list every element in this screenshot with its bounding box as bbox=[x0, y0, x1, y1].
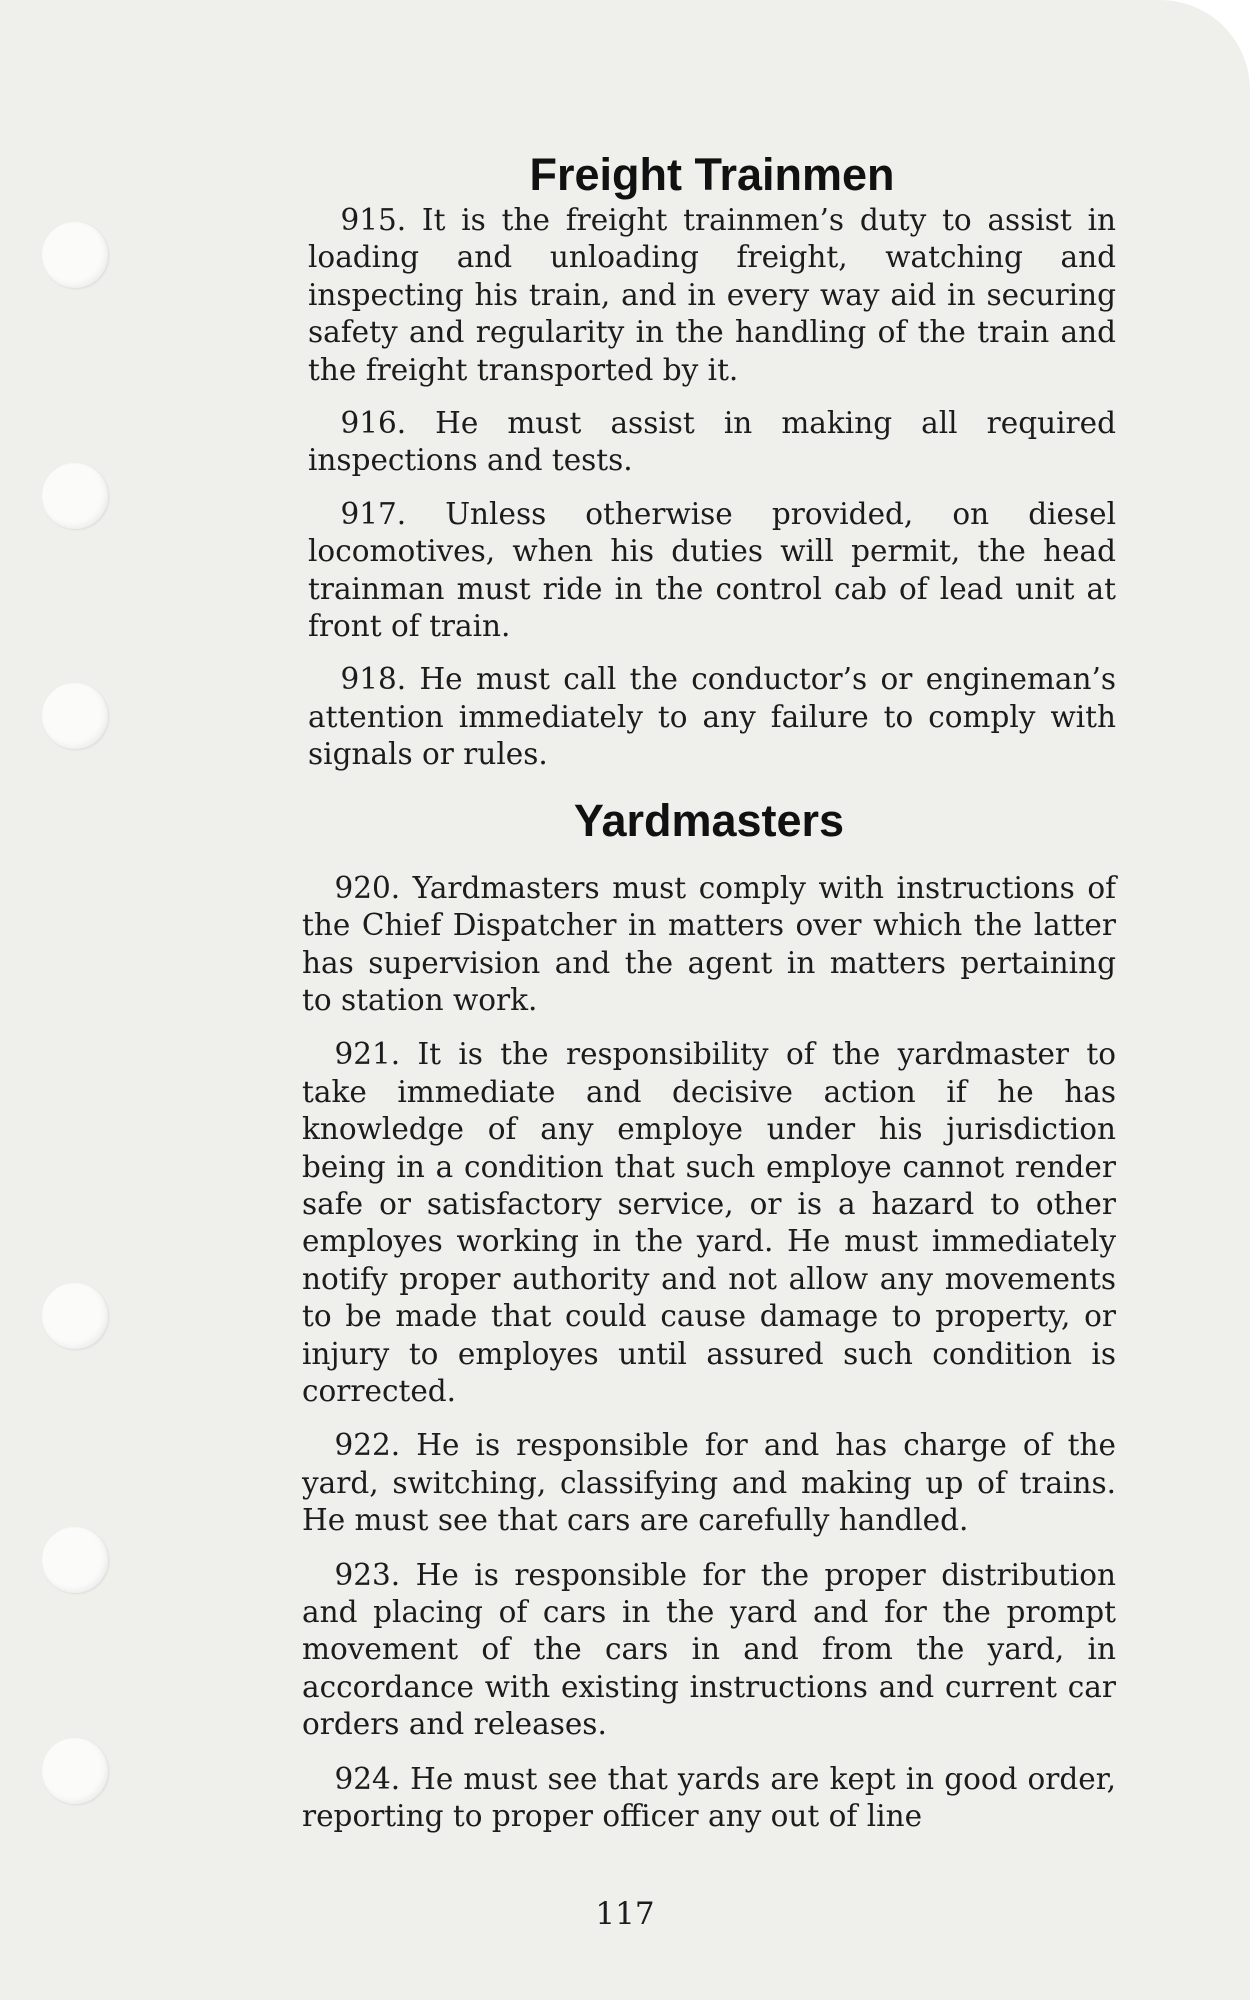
section-heading-freight-trainmen: Freight Trainmen bbox=[529, 149, 895, 200]
rule-921: 921. It is the responsibility of the yardmaster to take immediate and decisive action if he has knowledge of any employe under his jurisdiction being in a condition that such employe cannot render safe or satisfactory service, or is a hazard to other employes working in the yard. He must immediately notify proper authority and not allow any movements to be made that could cause damage to property, or injury to employes until assured such condition is corrected. bbox=[302, 1037, 1116, 1408]
binder-hole bbox=[42, 1527, 108, 1593]
section-heading-yardmasters: Yardmasters bbox=[573, 794, 845, 846]
rule-918: 918. He must call the conductor’s or engineman’s attention immediately to any failure to comply with signals or rules. bbox=[308, 662, 1116, 772]
freight-trainmen-section bbox=[308, 148, 1116, 774]
rule-920: 920. Yardmasters must comply with instructions of the Chief Dispatcher in matters over which the latter has supervision and the agent in matters pertaining to station work. bbox=[302, 870, 1116, 1017]
page-number: 117 bbox=[595, 1896, 655, 1932]
rule-917: 917. Unless otherwise provided, on diesel locomotives, when his duties will permit, the head trainman must ride in the control cab of lead unit at front of train. bbox=[308, 496, 1116, 644]
binder-hole bbox=[42, 463, 108, 529]
binder-hole bbox=[42, 1738, 108, 1804]
rule-923: 923. He is responsible for the proper distribution and placing of cars in the yard and for the prompt movement of the cars in and from the yard, in accordance with existing instructions and current car orders and releases. bbox=[302, 1557, 1116, 1742]
rule-924: 924. He must see that yards are kept in good order, reporting to proper officer any out of line bbox=[302, 1761, 1116, 1834]
binder-hole bbox=[42, 1283, 108, 1349]
page-content bbox=[302, 148, 1116, 1852]
yardmasters-section bbox=[302, 794, 1116, 1836]
binder-hole bbox=[42, 683, 108, 749]
rule-922: 922. He is responsible for and has charge of the yard, switching, classifying and making up of trains. He must see that cars are carefully handled. bbox=[302, 1428, 1116, 1538]
rule-916: 916. He must assist in making all required inspections and tests. bbox=[308, 406, 1116, 478]
binder-hole bbox=[42, 222, 108, 288]
rule-915: 915. It is the freight trainmen’s duty to assist in loading and unloading freight, watching and inspecting his train, and in every way aid in securing safety and regularity in the handling of the train and the freight transported by it. bbox=[308, 203, 1116, 387]
